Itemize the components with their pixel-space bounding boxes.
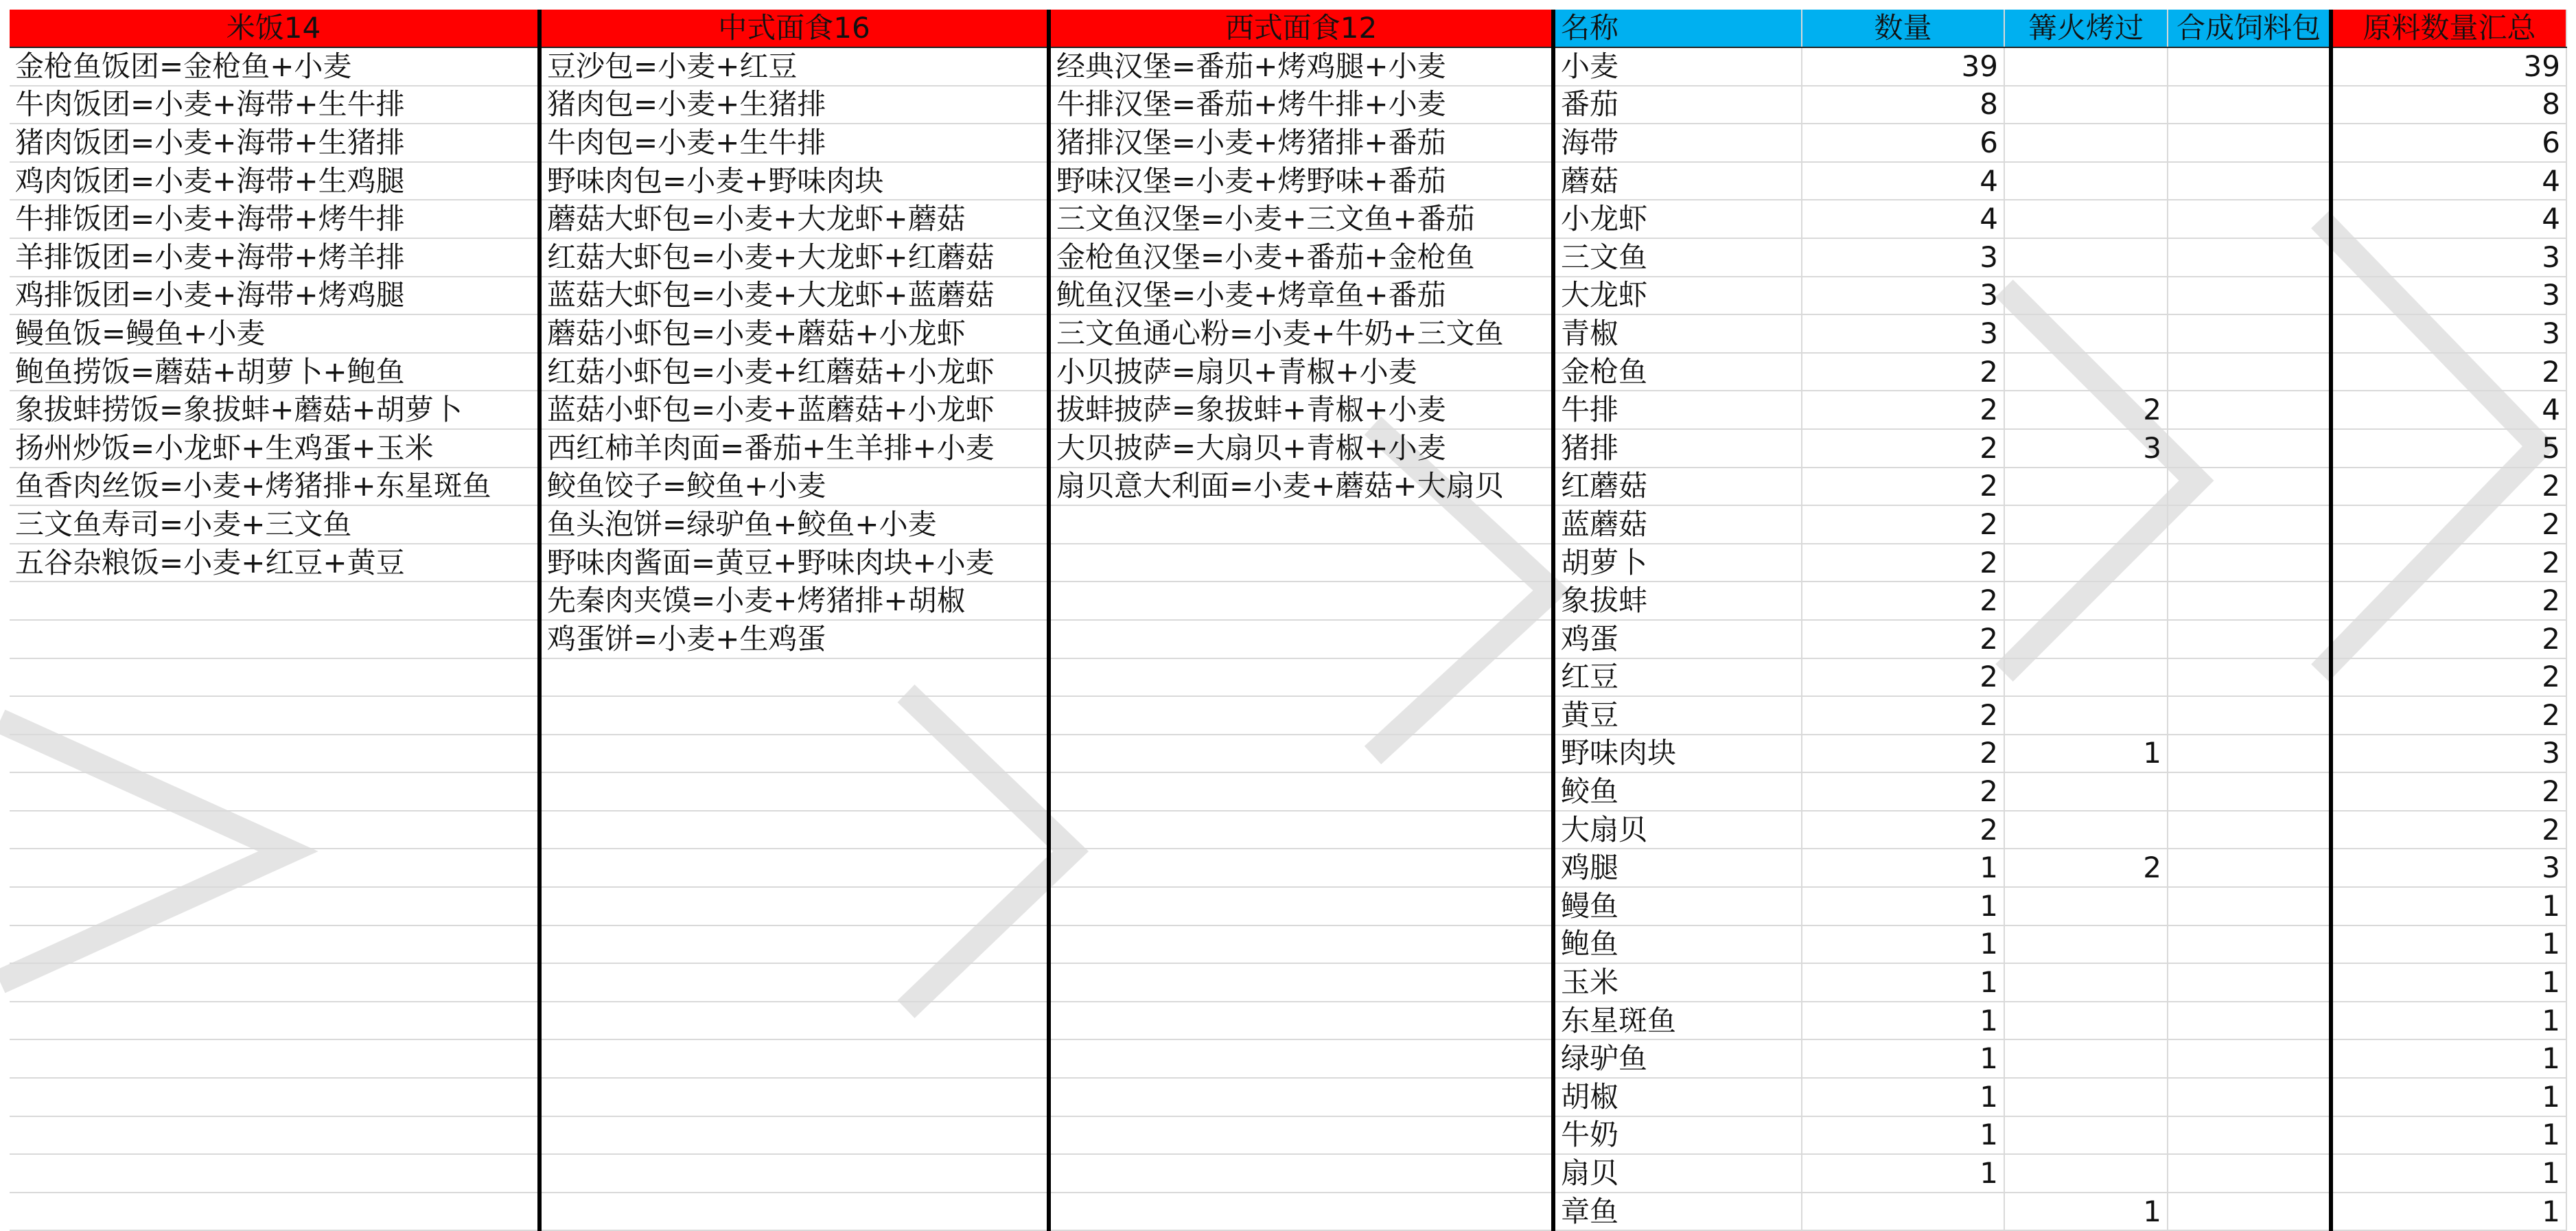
ingredient-name-cell[interactable]: 鸡腿 (1553, 849, 1802, 887)
ingredient-qty-cell[interactable]: 1 (1802, 849, 2004, 887)
ingredient-qty-cell[interactable]: 3 (1802, 238, 2004, 277)
ingredient-campfire-cell[interactable] (2004, 696, 2168, 735)
ingredient-name-cell[interactable]: 扇贝 (1553, 1154, 1802, 1193)
header-chinese-noodles[interactable]: 中式面食16 (539, 10, 1049, 47)
ingredient-qty-cell[interactable]: 2 (1802, 429, 2004, 468)
ingredient-campfire-cell[interactable] (2004, 811, 2168, 849)
rice-recipe-cell[interactable]: 五谷杂粮饭=小麦+红豆+黄豆 (10, 544, 539, 582)
ingredient-name-cell[interactable]: 鲍鱼 (1553, 925, 1802, 964)
ingredient-total-cell[interactable]: 1 (2331, 887, 2566, 925)
ingredient-name-cell[interactable]: 大扇贝 (1553, 811, 1802, 849)
western-noodle-recipe-cell[interactable] (1049, 963, 1553, 1002)
table-row (10, 277, 2566, 315)
ingredient-total-cell[interactable]: 2 (2331, 620, 2566, 658)
rice-recipe-cell[interactable] (10, 772, 539, 811)
ingredient-feed-cell[interactable] (2168, 582, 2331, 620)
ingredient-name-cell[interactable]: 鲛鱼 (1553, 772, 1802, 811)
ingredient-qty-cell[interactable]: 2 (1802, 658, 2004, 697)
chinese-noodle-recipe-cell[interactable]: 先秦肉夹馍=小麦+烤猪排+胡椒 (539, 582, 1049, 620)
western-noodle-recipe-cell[interactable]: 金枪鱼汉堡=小麦+番茄+金枪鱼 (1049, 238, 1553, 277)
ingredient-feed-cell[interactable] (2168, 353, 2331, 391)
rice-recipe-cell[interactable]: 金枪鱼饭团=金枪鱼+小麦 (10, 47, 539, 86)
chinese-noodle-recipe-cell[interactable]: 鸡蛋饼=小麦+生鸡蛋 (539, 620, 1049, 658)
ingredient-campfire-cell[interactable] (2004, 772, 2168, 811)
ingredient-qty-cell[interactable] (1802, 1193, 2004, 1231)
ingredient-total-cell[interactable]: 3 (2331, 735, 2566, 773)
chinese-noodle-recipe-cell[interactable]: 野味肉包=小麦+野味肉块 (539, 162, 1049, 200)
ingredient-feed-cell[interactable] (2168, 1039, 2331, 1078)
ingredient-qty-cell[interactable]: 2 (1802, 582, 2004, 620)
table-row (10, 1193, 2566, 1231)
ingredient-feed-cell[interactable] (2168, 124, 2331, 162)
ingredient-qty-cell[interactable]: 2 (1802, 391, 2004, 429)
ingredient-name-cell[interactable]: 大龙虾 (1553, 277, 1802, 315)
ingredient-campfire-cell[interactable]: 1 (2004, 1193, 2168, 1231)
table-row (10, 124, 2566, 162)
ingredient-campfire-cell[interactable] (2004, 1078, 2168, 1116)
ingredient-campfire-cell[interactable] (2004, 468, 2168, 506)
header-rice[interactable]: 米饭14 (10, 10, 539, 47)
rice-recipe-cell[interactable]: 鸡排饭团=小麦+海带+烤鸡腿 (10, 277, 539, 315)
ingredient-name-cell[interactable]: 小麦 (1553, 47, 1802, 86)
rice-recipe-cell[interactable]: 鸡肉饭团=小麦+海带+生鸡腿 (10, 162, 539, 200)
table-row (10, 505, 2566, 544)
ingredient-campfire-cell[interactable] (2004, 963, 2168, 1002)
ingredient-name-cell[interactable]: 黄豆 (1553, 696, 1802, 735)
western-noodle-recipe-cell[interactable]: 扇贝意大利面=小麦+蘑菇+大扇贝 (1049, 468, 1553, 506)
ingredient-campfire-cell[interactable] (2004, 47, 2168, 86)
ingredient-total-cell[interactable]: 1 (2331, 1116, 2566, 1155)
ingredient-campfire-cell[interactable] (2004, 1154, 2168, 1193)
ingredient-feed-cell[interactable] (2168, 162, 2331, 200)
ingredient-name-cell[interactable]: 猪排 (1553, 429, 1802, 468)
header-qty[interactable]: 数量 (1802, 10, 2004, 47)
table-row (10, 391, 2566, 429)
ingredient-total-cell[interactable]: 2 (2331, 696, 2566, 735)
chinese-noodle-recipe-cell[interactable]: 蘑菇大虾包=小麦+大龙虾+蘑菇 (539, 200, 1049, 238)
table-row (10, 735, 2566, 773)
ingredient-qty-cell[interactable]: 1 (1802, 1154, 2004, 1193)
ingredient-name-cell[interactable]: 象拔蚌 (1553, 582, 1802, 620)
western-noodle-recipe-cell[interactable] (1049, 1078, 1553, 1116)
ingredient-total-cell[interactable]: 1 (2331, 925, 2566, 964)
ingredient-campfire-cell[interactable]: 2 (2004, 849, 2168, 887)
ingredient-feed-cell[interactable] (2168, 1002, 2331, 1040)
ingredient-campfire-cell[interactable] (2004, 124, 2168, 162)
table-row (10, 849, 2566, 887)
ingredient-campfire-cell[interactable] (2004, 277, 2168, 315)
rice-recipe-cell[interactable]: 三文鱼寿司=小麦+三文鱼 (10, 505, 539, 544)
table-row (10, 353, 2566, 391)
header-campfire[interactable]: 篝火烤过 (2004, 10, 2168, 47)
western-noodle-recipe-cell[interactable]: 鱿鱼汉堡=小麦+烤章鱼+番茄 (1049, 277, 1553, 315)
ingredient-qty-cell[interactable]: 2 (1802, 353, 2004, 391)
ingredient-feed-cell[interactable] (2168, 86, 2331, 124)
ingredient-qty-cell[interactable]: 1 (1802, 1078, 2004, 1116)
rice-recipe-cell[interactable] (10, 1193, 539, 1231)
ingredient-qty-cell[interactable]: 1 (1802, 925, 2004, 964)
western-noodle-recipe-cell[interactable] (1049, 505, 1553, 544)
ingredient-feed-cell[interactable] (2168, 1154, 2331, 1193)
rice-recipe-cell[interactable]: 鲍鱼捞饭=蘑菇+胡萝卜+鲍鱼 (10, 353, 539, 391)
western-noodle-recipe-cell[interactable] (1049, 735, 1553, 773)
table-row (10, 925, 2566, 964)
chinese-noodle-recipe-cell[interactable] (539, 1002, 1049, 1040)
table-row (10, 468, 2566, 506)
western-noodle-recipe-cell[interactable] (1049, 811, 1553, 849)
ingredient-name-cell[interactable]: 牛排 (1553, 391, 1802, 429)
chinese-noodle-recipe-cell[interactable]: 鲛鱼饺子=鲛鱼+小麦 (539, 468, 1049, 506)
ingredient-feed-cell[interactable] (2168, 811, 2331, 849)
ingredient-name-cell[interactable]: 小龙虾 (1553, 200, 1802, 238)
ingredient-total-cell[interactable]: 2 (2331, 582, 2566, 620)
ingredient-name-cell[interactable]: 蘑菇 (1553, 162, 1802, 200)
ingredient-total-cell[interactable]: 2 (2331, 544, 2566, 582)
chinese-noodle-recipe-cell[interactable] (539, 963, 1049, 1002)
chinese-noodle-recipe-cell[interactable] (539, 887, 1049, 925)
ingredient-campfire-cell[interactable] (2004, 582, 2168, 620)
table-row (10, 314, 2566, 353)
ingredient-feed-cell[interactable] (2168, 391, 2331, 429)
ingredient-name-cell[interactable]: 章鱼 (1553, 1193, 1802, 1231)
ingredient-feed-cell[interactable] (2168, 200, 2331, 238)
ingredient-qty-cell[interactable]: 1 (1802, 963, 2004, 1002)
rice-recipe-cell[interactable]: 牛肉饭团=小麦+海带+生牛排 (10, 86, 539, 124)
table-row (10, 429, 2566, 468)
ingredient-qty-cell[interactable]: 2 (1802, 468, 2004, 506)
ingredient-qty-cell[interactable]: 2 (1802, 620, 2004, 658)
ingredient-total-cell[interactable]: 2 (2331, 811, 2566, 849)
ingredient-feed-cell[interactable] (2168, 429, 2331, 468)
spreadsheet-table (10, 10, 2567, 1231)
ingredient-name-cell[interactable]: 牛奶 (1553, 1116, 1802, 1155)
western-noodle-recipe-cell[interactable]: 三文鱼汉堡=小麦+三文鱼+番茄 (1049, 200, 1553, 238)
ingredient-campfire-cell[interactable] (2004, 658, 2168, 697)
ingredient-campfire-cell[interactable]: 2 (2004, 391, 2168, 429)
ingredient-campfire-cell[interactable] (2004, 1002, 2168, 1040)
header-name[interactable]: 名称 (1553, 10, 1802, 47)
ingredient-total-cell[interactable]: 2 (2331, 772, 2566, 811)
western-noodle-recipe-cell[interactable]: 大贝披萨=大扇贝+青椒+小麦 (1049, 429, 1553, 468)
rice-recipe-cell[interactable]: 扬州炒饭=小龙虾+生鸡蛋+玉米 (10, 429, 539, 468)
table-row (10, 887, 2566, 925)
ingredient-total-cell[interactable]: 1 (2331, 1039, 2566, 1078)
ingredient-campfire-cell[interactable] (2004, 162, 2168, 200)
rice-recipe-cell[interactable] (10, 1116, 539, 1155)
header-row (10, 10, 2566, 47)
ingredient-total-cell[interactable]: 2 (2331, 468, 2566, 506)
chinese-noodle-recipe-cell[interactable]: 西红柿羊肉面=番茄+生羊排+小麦 (539, 429, 1049, 468)
western-noodle-recipe-cell[interactable]: 牛排汉堡=番茄+烤牛排+小麦 (1049, 86, 1553, 124)
ingredient-campfire-cell[interactable] (2004, 925, 2168, 964)
ingredient-total-cell[interactable]: 1 (2331, 1154, 2566, 1193)
ingredient-qty-cell[interactable]: 1 (1802, 1039, 2004, 1078)
ingredient-qty-cell[interactable]: 6 (1802, 124, 2004, 162)
table-row (10, 1039, 2566, 1078)
ingredient-campfire-cell[interactable] (2004, 1116, 2168, 1155)
ingredient-name-cell[interactable]: 金枪鱼 (1553, 353, 1802, 391)
western-noodle-recipe-cell[interactable] (1049, 925, 1553, 964)
header-total[interactable]: 原料数量汇总 (2331, 10, 2566, 47)
chinese-noodle-recipe-cell[interactable] (539, 1116, 1049, 1155)
table-row (10, 1154, 2566, 1193)
ingredient-qty-cell[interactable]: 8 (1802, 86, 2004, 124)
chinese-noodle-recipe-cell[interactable]: 红菇小虾包=小麦+红蘑菇+小龙虾 (539, 353, 1049, 391)
chinese-noodle-recipe-cell[interactable] (539, 1154, 1049, 1193)
table-body (10, 47, 2566, 1230)
ingredient-total-cell[interactable]: 3 (2331, 849, 2566, 887)
ingredient-total-cell[interactable]: 6 (2331, 124, 2566, 162)
rice-recipe-cell[interactable]: 鳗鱼饭=鳗鱼+小麦 (10, 314, 539, 353)
western-noodle-recipe-cell[interactable] (1049, 849, 1553, 887)
ingredient-name-cell[interactable]: 红豆 (1553, 658, 1802, 697)
ingredient-qty-cell[interactable]: 3 (1802, 277, 2004, 315)
rice-recipe-cell[interactable] (10, 1078, 539, 1116)
table-row (10, 86, 2566, 124)
rice-recipe-cell[interactable] (10, 925, 539, 964)
ingredient-feed-cell[interactable] (2168, 1078, 2331, 1116)
ingredient-total-cell[interactable]: 1 (2331, 1002, 2566, 1040)
ingredient-total-cell[interactable]: 39 (2331, 47, 2566, 86)
table-row (10, 544, 2566, 582)
ingredient-name-cell[interactable]: 红蘑菇 (1553, 468, 1802, 506)
ingredient-campfire-cell[interactable] (2004, 1039, 2168, 1078)
ingredient-name-cell[interactable]: 蓝蘑菇 (1553, 505, 1802, 544)
ingredient-feed-cell[interactable] (2168, 658, 2331, 697)
western-noodle-recipe-cell[interactable] (1049, 887, 1553, 925)
ingredient-feed-cell[interactable] (2168, 1116, 2331, 1155)
ingredient-feed-cell[interactable] (2168, 849, 2331, 887)
table-row (10, 238, 2566, 277)
ingredient-name-cell[interactable]: 胡萝卜 (1553, 544, 1802, 582)
western-noodle-recipe-cell[interactable]: 拔蚌披萨=象拔蚌+青椒+小麦 (1049, 391, 1553, 429)
ingredient-name-cell[interactable]: 东星斑鱼 (1553, 1002, 1802, 1040)
rice-recipe-cell[interactable] (10, 696, 539, 735)
ingredient-qty-cell[interactable]: 3 (1802, 314, 2004, 353)
ingredient-feed-cell[interactable] (2168, 735, 2331, 773)
ingredient-total-cell[interactable]: 2 (2331, 658, 2566, 697)
ingredient-feed-cell[interactable] (2168, 696, 2331, 735)
chinese-noodle-recipe-cell[interactable] (539, 925, 1049, 964)
table-row (10, 963, 2566, 1002)
western-noodle-recipe-cell[interactable] (1049, 696, 1553, 735)
ingredient-qty-cell[interactable]: 4 (1802, 200, 2004, 238)
rice-recipe-cell[interactable] (10, 1154, 539, 1193)
ingredient-qty-cell[interactable]: 2 (1802, 811, 2004, 849)
ingredient-qty-cell[interactable]: 2 (1802, 772, 2004, 811)
ingredient-name-cell[interactable]: 玉米 (1553, 963, 1802, 1002)
ingredient-feed-cell[interactable] (2168, 620, 2331, 658)
header-western-noodles[interactable]: 西式面食12 (1049, 10, 1553, 47)
ingredient-total-cell[interactable]: 3 (2331, 314, 2566, 353)
western-noodle-recipe-cell[interactable] (1049, 1154, 1553, 1193)
western-noodle-recipe-cell[interactable]: 猪排汉堡=小麦+烤猪排+番茄 (1049, 124, 1553, 162)
western-noodle-recipe-cell[interactable] (1049, 1002, 1553, 1040)
chinese-noodle-recipe-cell[interactable] (539, 735, 1049, 773)
ingredient-name-cell[interactable]: 三文鱼 (1553, 238, 1802, 277)
western-noodle-recipe-cell[interactable] (1049, 772, 1553, 811)
ingredient-feed-cell[interactable] (2168, 925, 2331, 964)
table-row (10, 200, 2566, 238)
rice-recipe-cell[interactable] (10, 735, 539, 773)
chinese-noodle-recipe-cell[interactable]: 蓝菇小虾包=小麦+蓝蘑菇+小龙虾 (539, 391, 1049, 429)
ingredient-qty-cell[interactable]: 1 (1802, 1116, 2004, 1155)
rice-recipe-cell[interactable] (10, 887, 539, 925)
chinese-noodle-recipe-cell[interactable]: 豆沙包=小麦+红豆 (539, 47, 1049, 86)
table-row (10, 811, 2566, 849)
ingredient-total-cell[interactable]: 1 (2331, 963, 2566, 1002)
ingredient-qty-cell[interactable]: 1 (1802, 887, 2004, 925)
chinese-noodle-recipe-cell[interactable] (539, 811, 1049, 849)
rice-recipe-cell[interactable] (10, 811, 539, 849)
rice-recipe-cell[interactable]: 象拔蚌捞饭=象拔蚌+蘑菇+胡萝卜 (10, 391, 539, 429)
chinese-noodle-recipe-cell[interactable] (539, 658, 1049, 697)
ingredient-feed-cell[interactable] (2168, 468, 2331, 506)
chinese-noodle-recipe-cell[interactable] (539, 1193, 1049, 1231)
rice-recipe-cell[interactable] (10, 658, 539, 697)
ingredient-feed-cell[interactable] (2168, 238, 2331, 277)
ingredient-name-cell[interactable]: 野味肉块 (1553, 735, 1802, 773)
chinese-noodle-recipe-cell[interactable]: 猪肉包=小麦+生猪排 (539, 86, 1049, 124)
western-noodle-recipe-cell[interactable]: 三文鱼通心粉=小麦+牛奶+三文鱼 (1049, 314, 1553, 353)
ingredient-name-cell[interactable]: 鳗鱼 (1553, 887, 1802, 925)
table-row (10, 772, 2566, 811)
ingredient-feed-cell[interactable] (2168, 963, 2331, 1002)
ingredient-qty-cell[interactable]: 39 (1802, 47, 2004, 86)
ingredient-total-cell[interactable]: 4 (2331, 162, 2566, 200)
chinese-noodle-recipe-cell[interactable] (539, 849, 1049, 887)
western-noodle-recipe-cell[interactable] (1049, 1116, 1553, 1155)
ingredient-feed-cell[interactable] (2168, 47, 2331, 86)
ingredient-campfire-cell[interactable] (2004, 353, 2168, 391)
ingredient-name-cell[interactable]: 青椒 (1553, 314, 1802, 353)
ingredient-total-cell[interactable]: 2 (2331, 353, 2566, 391)
western-noodle-recipe-cell[interactable] (1049, 1039, 1553, 1078)
ingredient-campfire-cell[interactable] (2004, 620, 2168, 658)
ingredient-feed-cell[interactable] (2168, 887, 2331, 925)
ingredient-total-cell[interactable]: 2 (2331, 505, 2566, 544)
western-noodle-recipe-cell[interactable] (1049, 658, 1553, 697)
ingredient-qty-cell[interactable]: 2 (1802, 696, 2004, 735)
table-row (10, 1002, 2566, 1040)
rice-recipe-cell[interactable]: 猪肉饭团=小麦+海带+生猪排 (10, 124, 539, 162)
chinese-noodle-recipe-cell[interactable]: 蘑菇小虾包=小麦+蘑菇+小龙虾 (539, 314, 1049, 353)
western-noodle-recipe-cell[interactable] (1049, 582, 1553, 620)
chinese-noodle-recipe-cell[interactable] (539, 772, 1049, 811)
ingredient-feed-cell[interactable] (2168, 314, 2331, 353)
ingredient-campfire-cell[interactable] (2004, 238, 2168, 277)
chinese-noodle-recipe-cell[interactable]: 红菇大虾包=小麦+大龙虾+红蘑菇 (539, 238, 1049, 277)
western-noodle-recipe-cell[interactable]: 小贝披萨=扇贝+青椒+小麦 (1049, 353, 1553, 391)
ingredient-name-cell[interactable]: 胡椒 (1553, 1078, 1802, 1116)
table-row (10, 162, 2566, 200)
ingredient-qty-cell[interactable]: 2 (1802, 735, 2004, 773)
rice-recipe-cell[interactable] (10, 1002, 539, 1040)
ingredient-name-cell[interactable]: 鸡蛋 (1553, 620, 1802, 658)
chinese-noodle-recipe-cell[interactable] (539, 1078, 1049, 1116)
ingredient-campfire-cell[interactable] (2004, 200, 2168, 238)
chinese-noodle-recipe-cell[interactable]: 牛肉包=小麦+生牛排 (539, 124, 1049, 162)
ingredient-campfire-cell[interactable]: 1 (2004, 735, 2168, 773)
chinese-noodle-recipe-cell[interactable]: 蓝菇大虾包=小麦+大龙虾+蓝蘑菇 (539, 277, 1049, 315)
table-row (10, 47, 2566, 86)
ingredient-campfire-cell[interactable] (2004, 505, 2168, 544)
ingredient-name-cell[interactable]: 番茄 (1553, 86, 1802, 124)
ingredient-feed-cell[interactable] (2168, 1193, 2331, 1231)
ingredient-qty-cell[interactable]: 4 (1802, 162, 2004, 200)
western-noodle-recipe-cell[interactable] (1049, 544, 1553, 582)
ingredient-name-cell[interactable]: 海带 (1553, 124, 1802, 162)
ingredient-name-cell[interactable]: 绿驴鱼 (1553, 1039, 1802, 1078)
ingredient-feed-cell[interactable] (2168, 277, 2331, 315)
rice-recipe-cell[interactable] (10, 1039, 539, 1078)
ingredient-qty-cell[interactable]: 2 (1802, 505, 2004, 544)
header-feed-pack[interactable]: 合成饲料包 (2168, 10, 2331, 47)
western-noodle-recipe-cell[interactable] (1049, 1193, 1553, 1231)
table-row (10, 696, 2566, 735)
ingredient-campfire-cell[interactable] (2004, 86, 2168, 124)
ingredient-campfire-cell[interactable]: 3 (2004, 429, 2168, 468)
table-row (10, 1078, 2566, 1116)
table-row (10, 582, 2566, 620)
ingredient-campfire-cell[interactable] (2004, 544, 2168, 582)
ingredient-qty-cell[interactable]: 1 (1802, 1002, 2004, 1040)
chinese-noodle-recipe-cell[interactable]: 野味肉酱面=黄豆+野味肉块+小麦 (539, 544, 1049, 582)
western-noodle-recipe-cell[interactable]: 野味汉堡=小麦+烤野味+番茄 (1049, 162, 1553, 200)
ingredient-total-cell[interactable]: 1 (2331, 1078, 2566, 1116)
table-row (10, 658, 2566, 697)
ingredient-total-cell[interactable]: 4 (2331, 391, 2566, 429)
table-row (10, 620, 2566, 658)
ingredient-total-cell[interactable]: 4 (2331, 200, 2566, 238)
chinese-noodle-recipe-cell[interactable] (539, 696, 1049, 735)
chinese-noodle-recipe-cell[interactable]: 鱼头泡饼=绿驴鱼+鲛鱼+小麦 (539, 505, 1049, 544)
ingredient-feed-cell[interactable] (2168, 505, 2331, 544)
ingredient-campfire-cell[interactable] (2004, 887, 2168, 925)
rice-recipe-cell[interactable]: 羊排饭团=小麦+海带+烤羊排 (10, 238, 539, 277)
rice-recipe-cell[interactable] (10, 963, 539, 1002)
table-row (10, 1116, 2566, 1155)
ingredient-total-cell[interactable]: 1 (2331, 1193, 2566, 1231)
rice-recipe-cell[interactable]: 牛排饭团=小麦+海带+烤牛排 (10, 200, 539, 238)
ingredient-feed-cell[interactable] (2168, 544, 2331, 582)
ingredient-qty-cell[interactable]: 2 (1802, 544, 2004, 582)
rice-recipe-cell[interactable] (10, 582, 539, 620)
rice-recipe-cell[interactable] (10, 620, 539, 658)
ingredient-total-cell[interactable]: 3 (2331, 238, 2566, 277)
ingredient-total-cell[interactable]: 5 (2331, 429, 2566, 468)
western-noodle-recipe-cell[interactable] (1049, 620, 1553, 658)
ingredient-feed-cell[interactable] (2168, 772, 2331, 811)
western-noodle-recipe-cell[interactable]: 经典汉堡=番茄+烤鸡腿+小麦 (1049, 47, 1553, 86)
chinese-noodle-recipe-cell[interactable] (539, 1039, 1049, 1078)
ingredient-campfire-cell[interactable] (2004, 314, 2168, 353)
ingredient-total-cell[interactable]: 3 (2331, 277, 2566, 315)
rice-recipe-cell[interactable]: 鱼香肉丝饭=小麦+烤猪排+东星斑鱼 (10, 468, 539, 506)
ingredient-total-cell[interactable]: 8 (2331, 86, 2566, 124)
rice-recipe-cell[interactable] (10, 849, 539, 887)
